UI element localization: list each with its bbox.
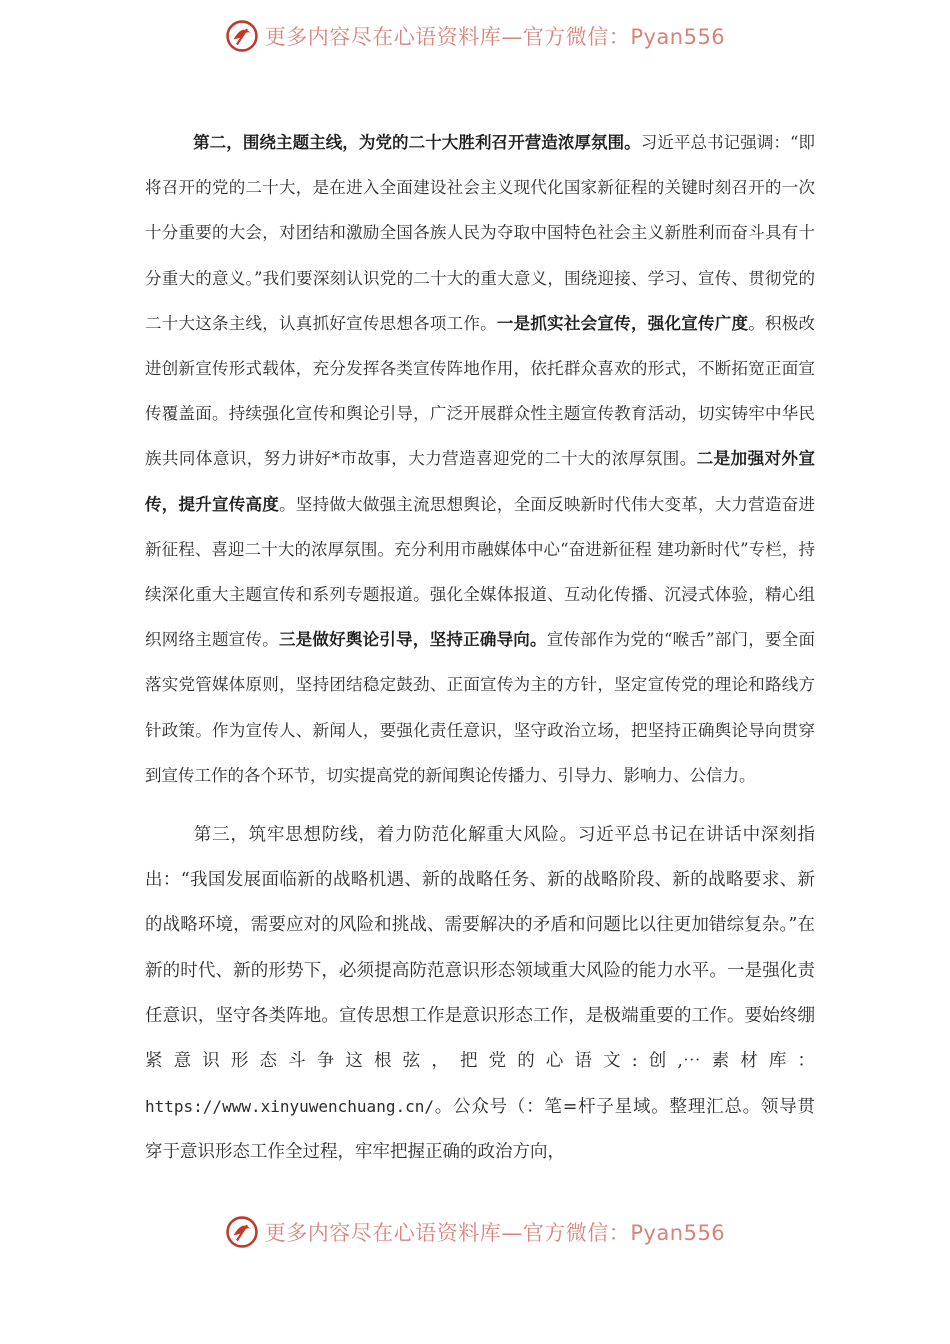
- logo-icon: [225, 19, 259, 53]
- header-banner: [0, 12, 950, 60]
- footer-banner: [0, 1208, 950, 1256]
- heading-second: 第二，围绕主题主线，为党的二十大胜利召开营造浓厚氛围。: [193, 133, 641, 152]
- paragraph-second: 第二，围绕主题主线，为党的二十大胜利召开营造浓厚氛围。习近平总书记强调：“即将召开的党的二十大，是在进入全面建设社会主义现代化国家新征程的关键时刻召开的一次十分重要的大会，对团结和激励全国各族人民为夺取中国特色社会主义新胜利而奋斗具有十分重大的意义。”我们要深刻认识党的二十大的重大意义，围绕迎接、学习、宣传、贯彻党的二十大这条主线，认真抓好宣传思想各项工作。一是抓实社会宣传，强化宣传广度。积极改进创新宣传形式载体，充分发挥各类宣传阵地作用，依托群众喜欢的形式，不断拓宽正面宣传覆盖面。持续强化宣传和舆论引导，广泛开展群众性主题宣传教育活动，切实铸牢中华民族共同体意识，努力讲好*市故事，大力营造喜迎党的二十大的浓厚氛围。二是加强对外宣传，提升宣传高度。坚持做大做强主流思想舆论，全面反映新时代伟大变革，大力营造奋进新征程、喜迎二十大的浓厚氛围。充分利用市融媒体中心“奋进新征程 建功新时代”专栏，持续深化重大主题宣传和系列专题报道。强化全媒体报道、互动化传播、沉浸式体验，精心组织网络主题宣传。三是做好舆论引导，坚持正确导向。宣传部作为党的“喉舌”部门，要全面落实党管媒体原则，坚持团结稳定鼓劲、正面宣传为主的方针，坚定宣传党的理论和路线方针政策。作为宣传人、新闻人，要强化责任意识，坚守政治立场，把坚持正确舆论导向贯穿到宣传工作的各个环节，切实提高党的新闻舆论传播力、引导力、影响力、公信力。: [145, 133, 816, 785]
- paragraph-third: 第三，筑牢思想防线，着力防范化解重大风险。习近平总书记在讲话中深刻指出：“我国发展面临新的战略机遇、新的战略任务、新的战略阶段、新的战略要求、新的战略环境，需要应对的风险和挑战、需要解决的矛盾和问题比以往更加错综复杂。”在新的时代、新的形势下，必须提高防范意识形态领域重大风险的能力水平。一是强化责任意识，坚守各类阵地。宣传思想工作是意识形态工作，是极端重要的工作。要始终绷紧意识形态斗争这根弦，把党的心语文:创,⋯素材库：https://www.xinyuwenchuang.cn/。公众号（：笔=杆子星域。整理汇总。领导贯穿于意识形态工作全过程，牢牢把握正确的政治方向，: [145, 825, 816, 1163]
- source-url: https://www.xinyuwenchuang.cn/: [145, 1097, 434, 1117]
- banner-text: 更多内容尽在心语资料库—官方微信：Pyan556: [264, 25, 726, 49]
- banner-text: 更多内容尽在心语资料库—官方微信：Pyan556: [264, 1221, 726, 1245]
- logo-icon: [225, 1215, 259, 1249]
- document-body: [145, 120, 815, 1176]
